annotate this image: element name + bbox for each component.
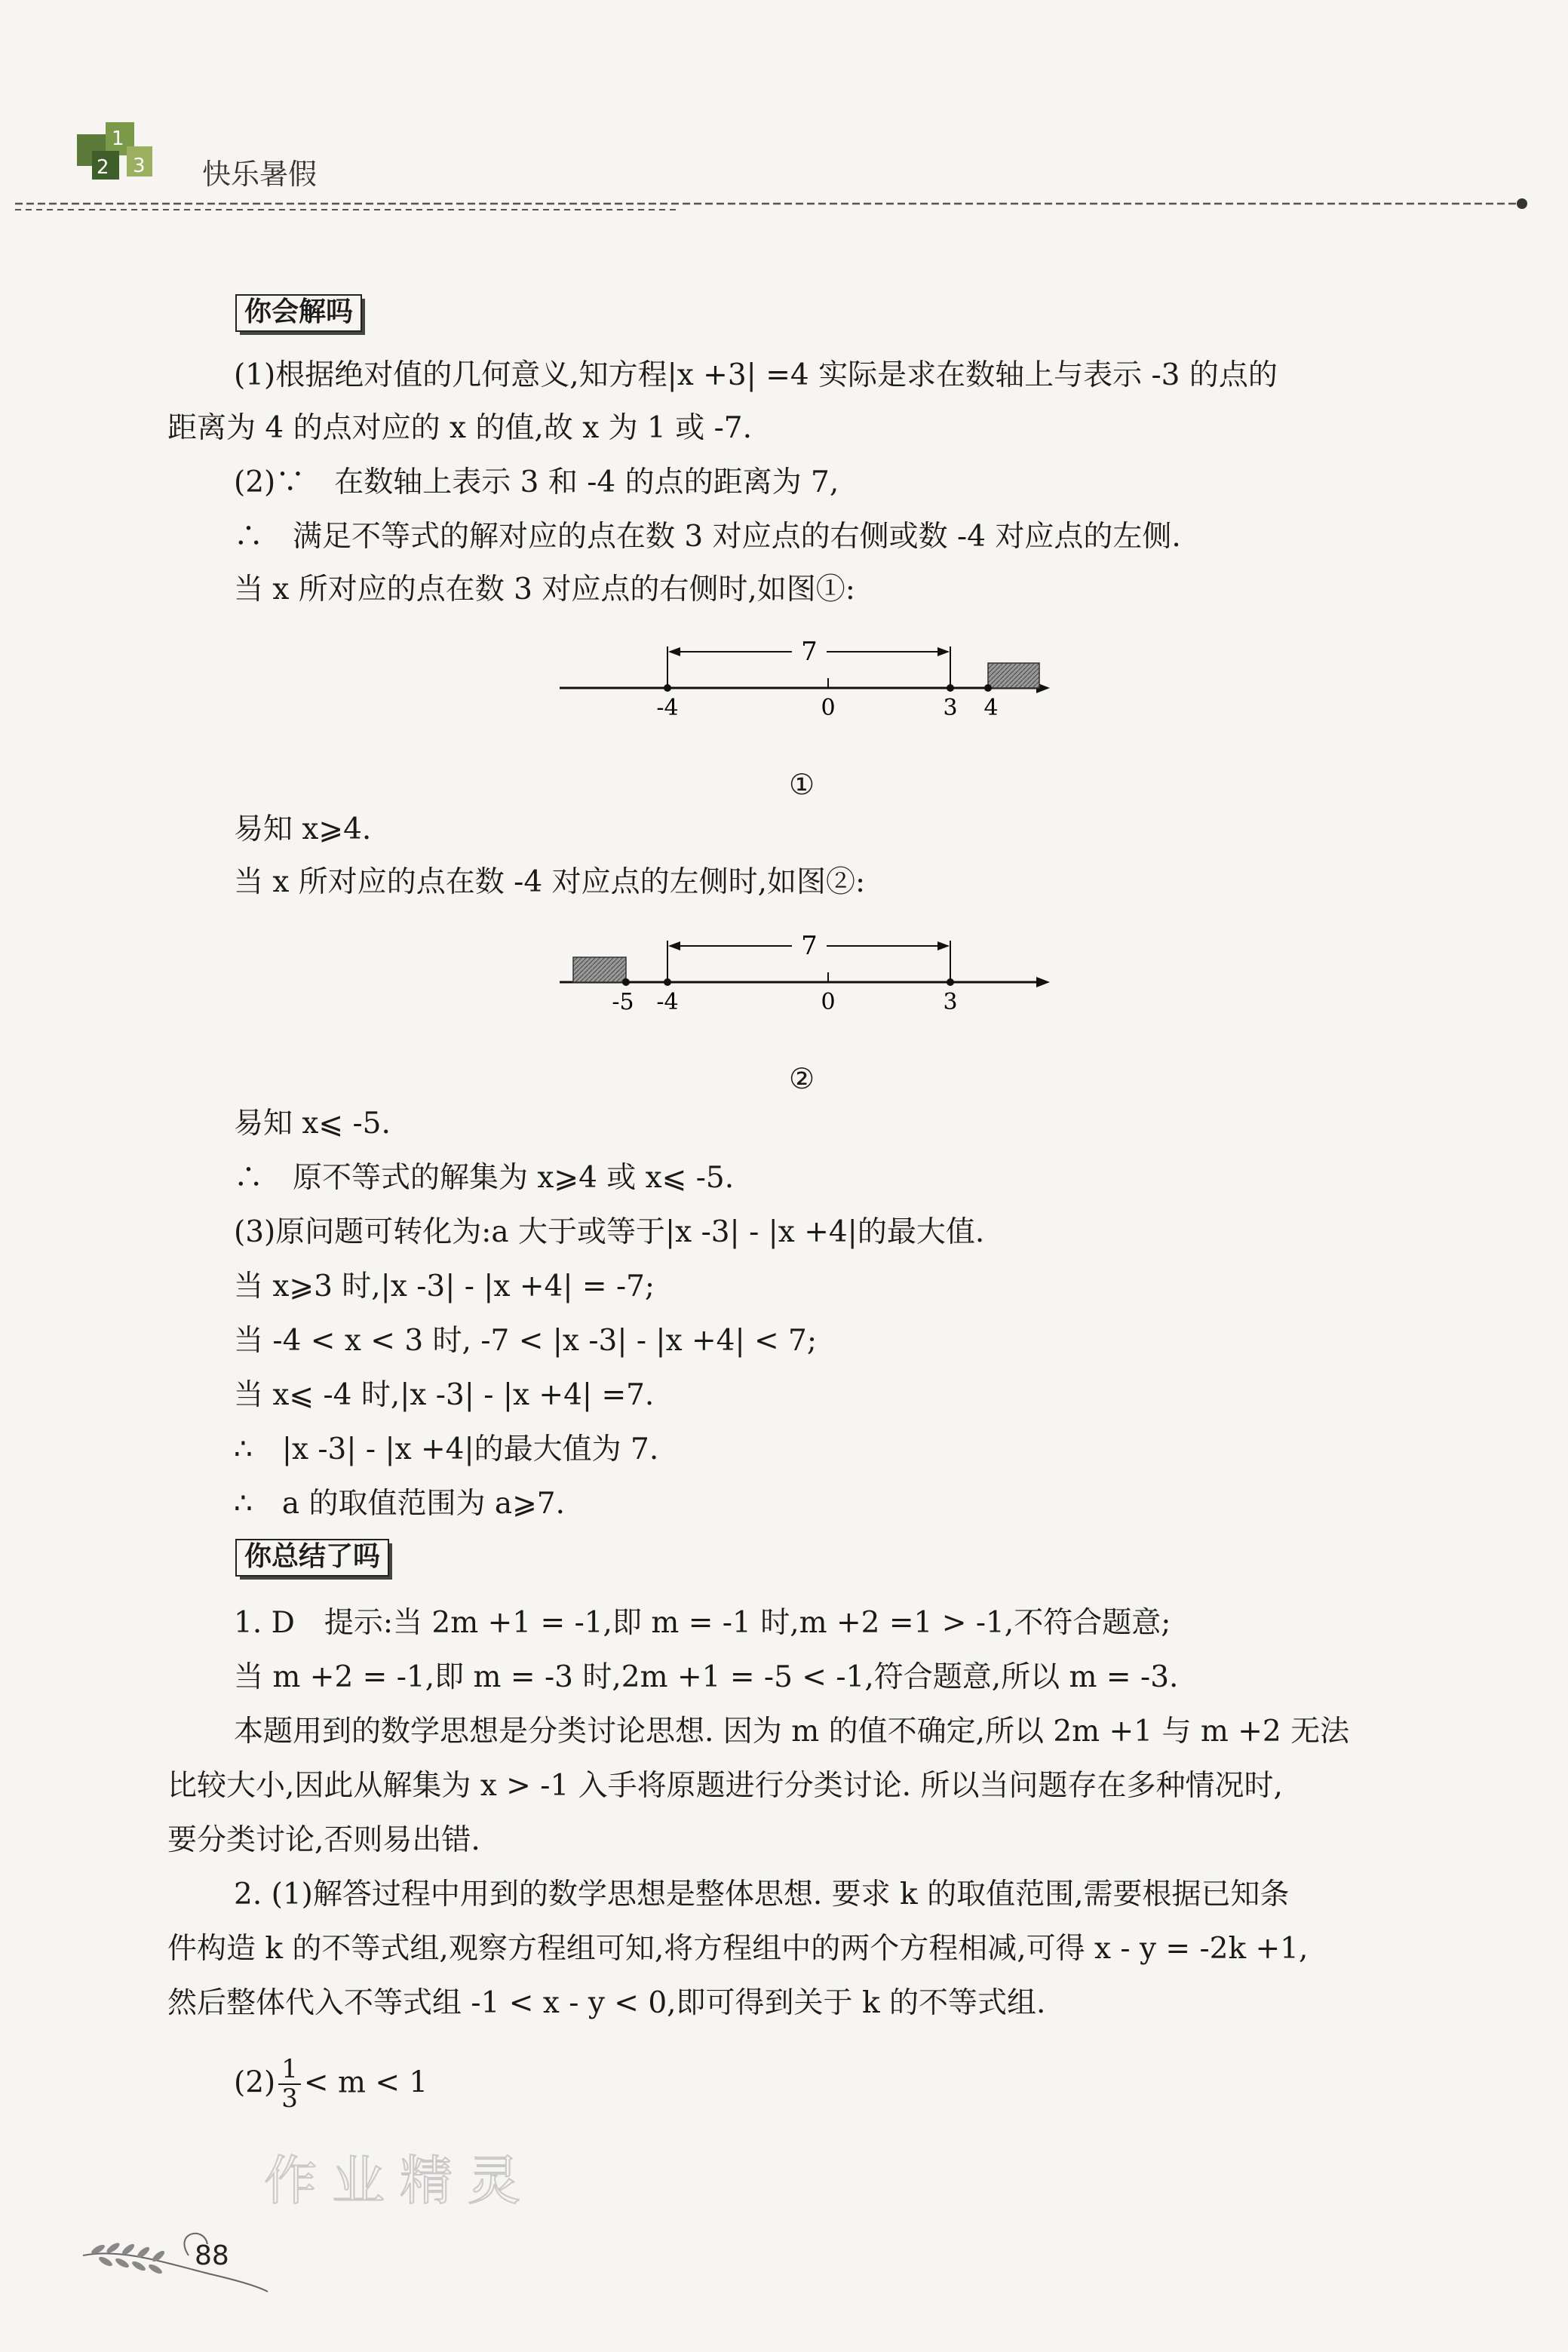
text-line: 当 x 所对应的点在数 -4 对应点的左侧时,如图②: xyxy=(234,865,866,899)
span-label: 7 xyxy=(801,637,818,667)
svg-text:2: 2 xyxy=(97,156,109,179)
tick-label: 3 xyxy=(943,989,958,1015)
page-number: 88 xyxy=(195,2240,229,2271)
text-line: (3)原问题可转化为:a 大于或等于|x -3| - |x +4|的最大值. xyxy=(234,1215,985,1249)
span-arrow-right xyxy=(937,647,950,656)
header-logo xyxy=(66,106,164,189)
text-line: 易知 x⩽ -5. xyxy=(234,1107,391,1141)
text-line: (2)∵ 在数轴上表示 3 和 -4 的点的距离为 7, xyxy=(234,465,839,499)
section-heading-solve: 你会解吗 xyxy=(235,294,362,332)
text-line: ∴ a 的取值范围为 a⩾7. xyxy=(234,1487,565,1521)
point-minus-4 xyxy=(664,684,671,692)
text-line: 当 x⩽ -4 时,|x -3| - |x +4| =7. xyxy=(234,1378,655,1412)
text-line: 要分类讨论,否则易出错. xyxy=(167,1823,480,1857)
point-3 xyxy=(947,978,954,986)
number-line-figure-1 xyxy=(543,630,1056,728)
header-divider xyxy=(15,198,1531,213)
tick-label: -4 xyxy=(656,695,679,721)
watermark: 作业精灵 xyxy=(264,2150,535,2212)
fraction xyxy=(278,2056,301,2114)
section-heading-summary: 你总结了吗 xyxy=(235,1539,389,1577)
span-arrow-left xyxy=(668,941,680,950)
span-arrow-left xyxy=(668,647,680,656)
point-4 xyxy=(984,684,992,692)
text-line: 2. (1)解答过程中用到的数学思想是整体思想. 要求 k 的取值范围,需要根据已知条 xyxy=(234,1878,1290,1911)
answer-prefix: (2) xyxy=(234,2065,276,2100)
text-line: 易知 x⩾4. xyxy=(234,812,372,846)
svg-text:1: 1 xyxy=(112,127,124,150)
tick-label: -5 xyxy=(612,989,634,1015)
fraction-numerator: 1 xyxy=(278,2056,301,2085)
text-line: 当 m +2 = -1,即 m = -3 时,2m +1 = -5 < -1,符合题意,所以 m = -3. xyxy=(234,1660,1179,1694)
tick-label: -4 xyxy=(656,989,679,1015)
text-line: 当 x 所对应的点在数 3 对应点的右侧时,如图①: xyxy=(234,573,855,606)
fern-decoration-icon xyxy=(75,2203,272,2308)
header-title: 快乐暑假 xyxy=(202,158,318,191)
text-line: 比较大小,因此从解集为 x > -1 入手将原题进行分类讨论. 所以当问题存在多种情况时, xyxy=(167,1769,1283,1803)
tick-label: 0 xyxy=(821,695,836,721)
text-line: ∴ 满足不等式的解对应的点在数 3 对应点的右侧或数 -4 对应点的左侧. xyxy=(234,520,1181,554)
figure-caption-2: ② xyxy=(789,1062,815,1095)
point-minus-4 xyxy=(664,978,671,986)
text-line: 当 x⩾3 时,|x -3| - |x +4| = -7; xyxy=(234,1270,655,1303)
point-3 xyxy=(947,684,954,692)
text-line: ∴ |x -3| - |x +4|的最大值为 7. xyxy=(234,1432,659,1466)
figure-caption-1: ① xyxy=(789,768,815,801)
shaded-region xyxy=(988,663,1039,688)
tick-label: 0 xyxy=(821,989,836,1015)
fraction-denominator: 3 xyxy=(281,2083,298,2114)
number-line-figure-2 xyxy=(543,924,1056,1022)
text-line: 件构造 k 的不等式组,观察方程组可知,将方程组中的两个方程相减,可得 x - y = -2k +1, xyxy=(167,1932,1309,1966)
tick-label: 4 xyxy=(983,695,999,721)
shaded-region xyxy=(573,957,626,982)
text-line: 然后整体代入不等式组 -1 < x - y < 0,即可得到关于 k 的不等式组. xyxy=(167,1986,1046,2020)
text-line: 1. D 提示:当 2m +1 = -1,即 m = -1 时,m +2 =1 > -1,不符合题意; xyxy=(234,1606,1171,1640)
answer-2-line xyxy=(234,2056,428,2114)
answer-suffix: < m < 1 xyxy=(303,2065,428,2100)
text-line: (1)根据绝对值的几何意义,知方程|x +3| =4 实际是求在数轴上与表示 -3 的点的 xyxy=(234,358,1278,392)
span-label: 7 xyxy=(801,931,818,961)
text-line: 当 -4 < x < 3 时, -7 < |x -3| - |x +4| < 7; xyxy=(234,1324,818,1358)
text-line: 本题用到的数学思想是分类讨论思想. 因为 m 的值不确定,所以 2m +1 与 m +2 无法 xyxy=(234,1715,1350,1749)
axis-arrow xyxy=(1036,977,1050,987)
svg-text:3: 3 xyxy=(133,155,146,177)
text-line: 距离为 4 的点对应的 x 的值,故 x 为 1 或 -7. xyxy=(167,411,752,445)
text-line: ∴ 原不等式的解集为 x⩾4 或 x⩽ -5. xyxy=(234,1161,735,1195)
point-minus-5 xyxy=(622,978,630,986)
tick-label: 3 xyxy=(943,695,958,721)
span-arrow-right xyxy=(937,941,950,950)
